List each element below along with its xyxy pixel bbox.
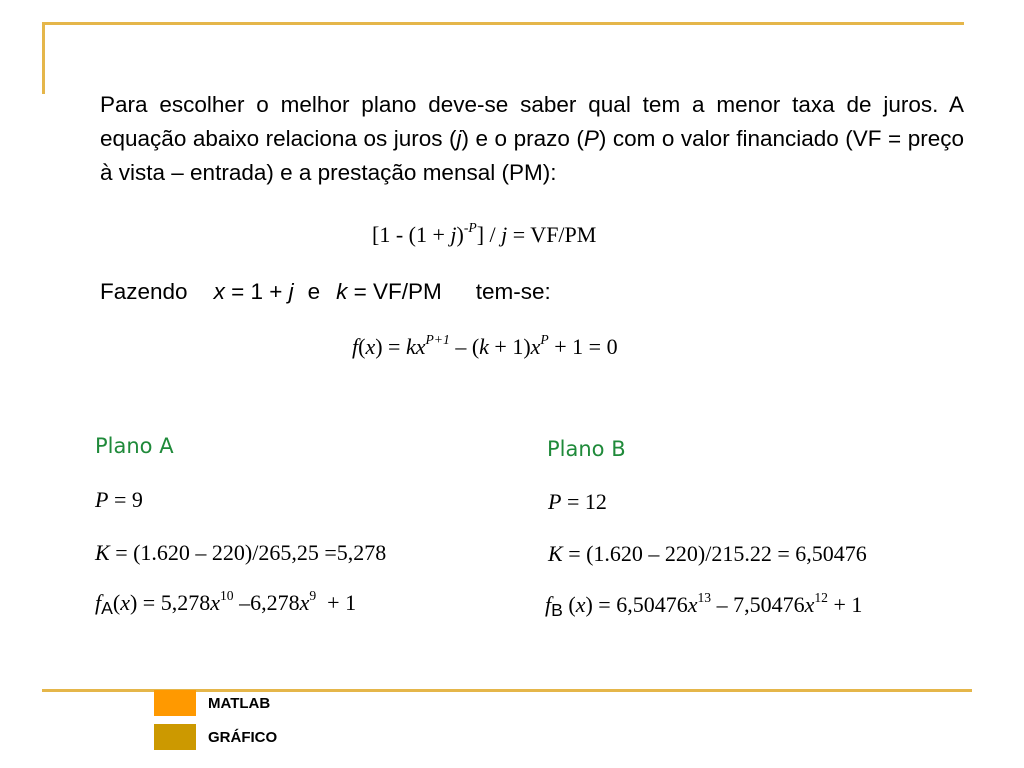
grafico-button[interactable] — [154, 724, 277, 750]
grafico-button-label[interactable]: GRÁFICO — [208, 728, 278, 746]
plan-b-p: P = 12 — [548, 489, 607, 514]
plan-a-k: K = (1.620 – 220)/265,25 =5,278 — [95, 540, 387, 565]
grafico-button-swatch[interactable] — [154, 724, 196, 750]
substitution-line: Fazendo x = 1 + j e k = VF/PM tem-se: — [100, 279, 551, 304]
matlab-button-label[interactable]: MATLAB — [208, 694, 271, 712]
matlab-button-swatch[interactable] — [154, 690, 196, 716]
intro-paragraph: Para escolher o melhor plano deve-se saber qual tem a menor taxa de juros. A equação abaixo relaciona os juros (j) e o prazo (P) com o valor financiado (VF = preço à vista – entrada) e a prestação mensal (PM): — [100, 92, 964, 185]
frame-left-rule — [42, 22, 45, 94]
matlab-button[interactable] — [154, 690, 270, 716]
plan-a-p: P = 9 — [95, 487, 143, 512]
equation-polynomial: $f(x) = kx^{P+1} - (k + 1)x^P + 1 = 0$ — [352, 331, 618, 359]
plan-a-title: Plano A — [95, 434, 174, 458]
plan-b-function: $f_B$ $(x) = 6,50476x^{13} - 7,50476x^{12} + 1$ — [545, 589, 863, 621]
plan-b-title: Plano B — [547, 437, 626, 461]
frame-top-rule — [42, 22, 964, 25]
plan-b-k: K = (1.620 – 220)/215.22 = 6,50476 — [548, 541, 867, 566]
equation-juros-prazo: $[1 - (1 + j)^{-P}] / j = VF/PM$ — [372, 219, 597, 247]
plan-a-function: $f_A(x) = 5,278x^{10}$ $-6,278x^9 + 1$ — [95, 587, 357, 619]
